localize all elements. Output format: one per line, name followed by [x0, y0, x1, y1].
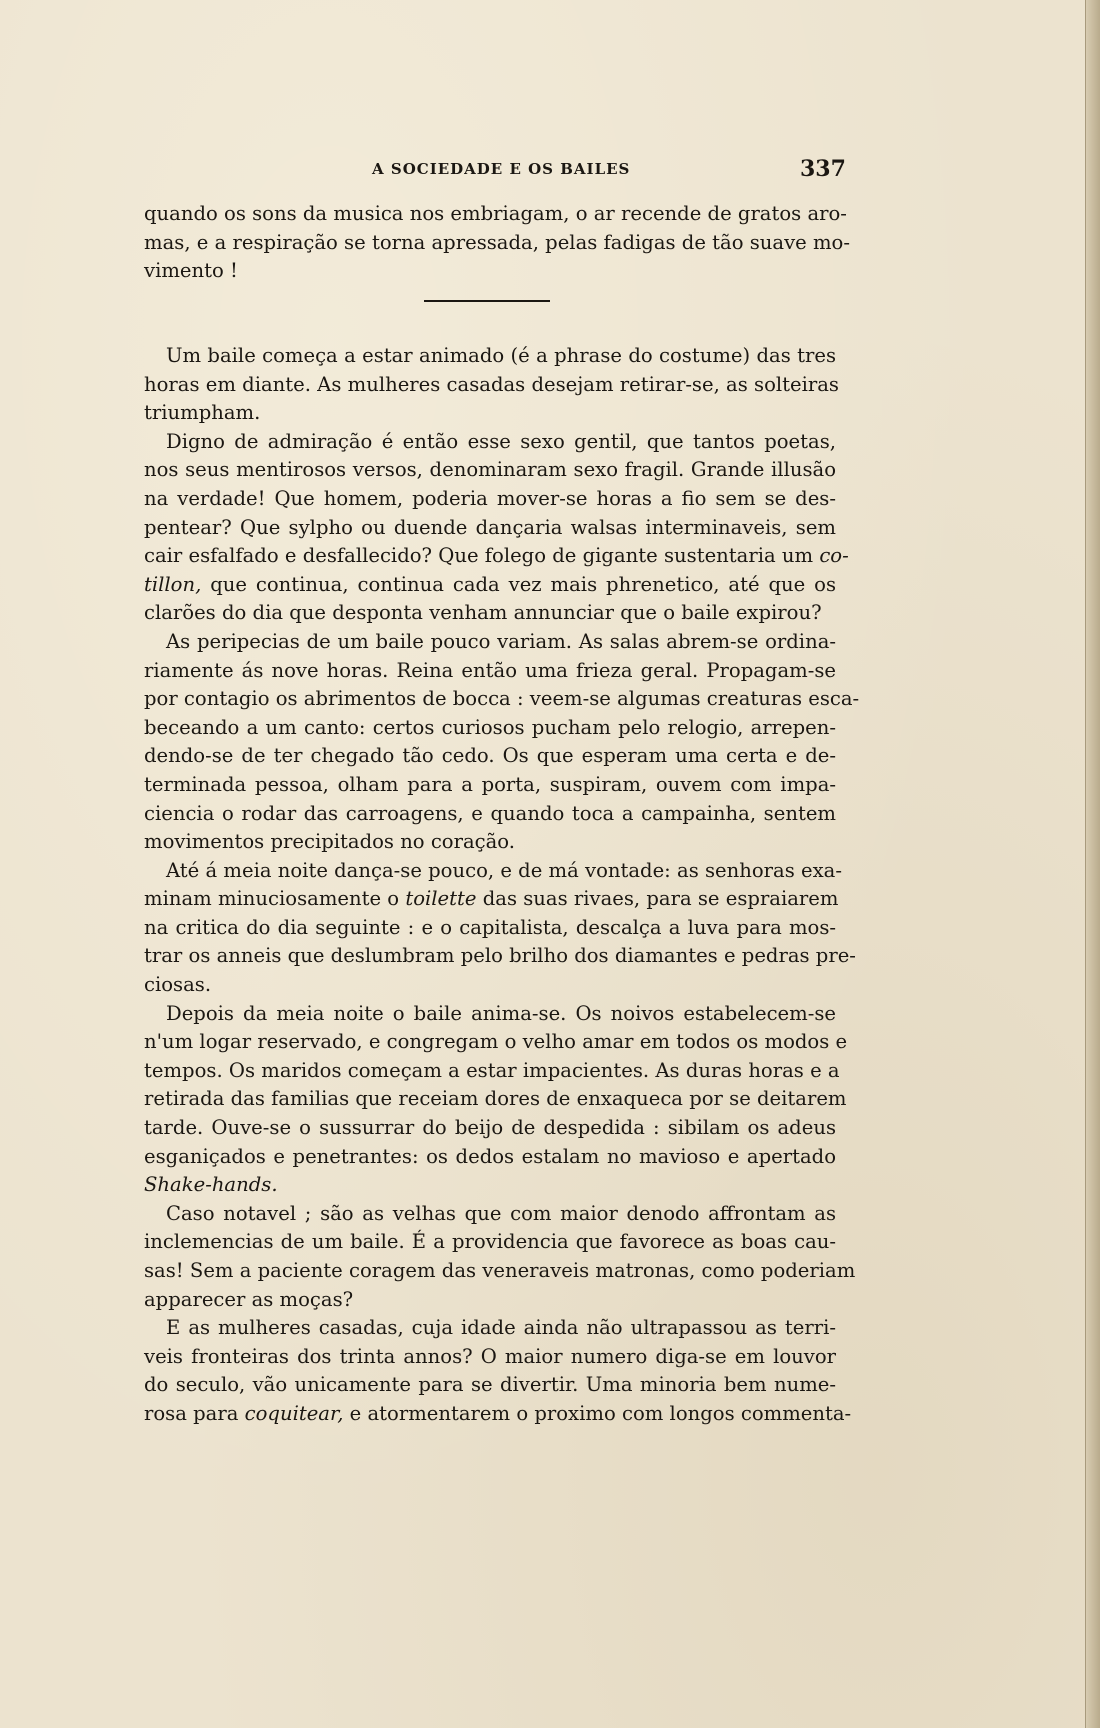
text-line: sas! Sem a paciente coragem das veneraveis matronas, como poderiam	[144, 1259, 856, 1282]
text-line: beceando a um canto: certos curiosos pucham pelo relogio, arrepen-	[144, 715, 836, 739]
text-line: veis fronteiras dos trinta annos? O maior numero diga-se em louvor	[144, 1344, 836, 1368]
text-line: cair esfalfado e desfallecido? Que folego de gigante sustentaria um co-	[144, 544, 849, 568]
text-line: tillon, que continua, continua cada vez mais phrenetico, até que os	[144, 572, 836, 596]
text-line: nos seus mentirosos versos, denominaram sexo fragil. Grande illusão	[144, 458, 836, 482]
text-line: na critica do dia seguinte : e o capitalista, descalça a luva para mos-	[144, 915, 836, 939]
text-line: mas, e a respiração se torna apressada, pelas fadigas de tão suave mo-	[144, 230, 850, 254]
running-title: A SOCIEDADE E OS BAILES	[372, 160, 631, 178]
text-line: trar os anneis que deslumbram pelo brilho dos diamantes e pedras pre-	[144, 944, 856, 968]
text-line: retirada das familias que receiam dores de enxaqueca por se deitarem	[144, 1087, 847, 1111]
text-line: esganiçados e penetrantes: os dedos estalam no mavioso e apertado	[144, 1144, 836, 1168]
page-number: 337	[800, 156, 846, 182]
text-line: por contagio os abrimentos de bocca : veem-se algumas creaturas esca-	[144, 687, 860, 711]
text-block-main	[144, 342, 860, 1429]
text-line: inclemencias de um baile. É a providencia que favorece as boas cau-	[144, 1230, 836, 1254]
text-line: apparecer as moças?	[144, 1287, 354, 1311]
text-line: pentear? Que sylpho ou duende dançaria walsas interminaveis, sem	[144, 515, 836, 539]
text-line: quando os sons da musica nos embriagam, o ar recende de gratos aro-	[144, 202, 847, 225]
text-line: Depois da meia noite o baile anima-se. Os noivos estabelecem-se	[166, 1001, 836, 1025]
text-block-continuation	[144, 200, 850, 286]
text-line: As peripecias de um baile pouco variam. As salas abrem-se ordina-	[166, 629, 836, 653]
text-line: do seculo, vão unicamente para se divertir. Uma minoria bem nume-	[144, 1373, 836, 1397]
text-line: Até á meia noite dança-se pouco, e de má vontade: as senhoras exa-	[166, 858, 842, 882]
text-line: tempos. Os maridos começam a estar impacientes. As duras horas e a	[144, 1058, 840, 1082]
text-line: Digno de admiração é então esse sexo gentil, que tantos poetas,	[166, 429, 836, 453]
text-line: rosa para coquitear, e atormentarem o proximo com longos commenta-	[144, 1401, 852, 1425]
text-line: Shake-hands.	[144, 1173, 278, 1197]
text-line: ciosas.	[144, 973, 212, 997]
text-line: E as mulheres casadas, cuja idade ainda não ultrapassou as terri-	[166, 1316, 836, 1340]
text-line: tarde. Ouve-se o sussurrar do beijo de despedida : sibilam os adeus	[144, 1116, 836, 1140]
text-line: Um baile começa a estar animado (é a phrase do costume) das tres	[166, 344, 836, 367]
text-line: Caso notavel ; são as velhas que com maior denodo affrontam as	[166, 1201, 836, 1225]
text-line: triumpham.	[144, 401, 261, 425]
text-line: riamente ás nove horas. Reina então uma frieza geral. Propagam-se	[144, 658, 836, 682]
page-edge	[1085, 0, 1100, 1728]
text-line: movimentos precipitados no coração.	[144, 830, 515, 854]
text-line: terminada pessoa, olham para a porta, suspiram, ouvem com impa-	[144, 772, 836, 796]
text-line: na verdade! Que homem, poderia mover-se horas a fio sem se des-	[144, 486, 836, 510]
text-line: n'um logar reservado, e congregam o velho amar em todos os modos e	[144, 1030, 848, 1054]
text-line: clarões do dia que desponta venham annunciar que o baile expirou?	[144, 601, 822, 625]
text-line: horas em diante. As mulheres casadas desejam retirar-se, as solteiras	[144, 372, 839, 396]
section-divider	[424, 300, 550, 302]
text-line: vimento !	[144, 259, 238, 283]
text-line: dendo-se de ter chegado tão cedo. Os que esperam uma certa e de-	[144, 744, 836, 768]
text-line: minam minuciosamente o toilette das suas rivaes, para se espraiarem	[144, 887, 839, 911]
text-line: ciencia o rodar das carroagens, e quando toca a campainha, sentem	[144, 801, 836, 825]
